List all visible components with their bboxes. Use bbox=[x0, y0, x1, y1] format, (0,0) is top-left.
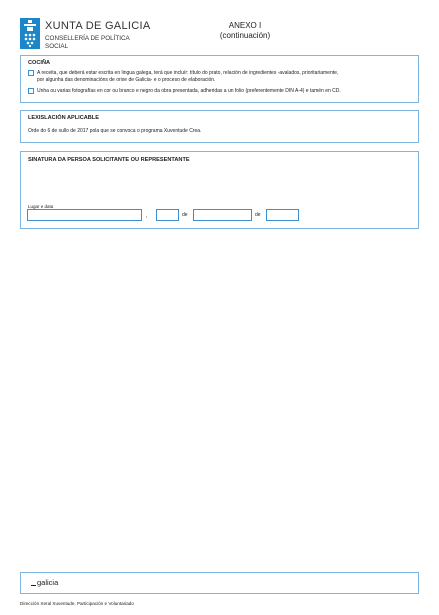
year-input[interactable] bbox=[266, 209, 299, 221]
place-input[interactable] bbox=[27, 209, 142, 221]
xunta-logo-emblem bbox=[20, 18, 40, 49]
lexislacion-title: LEXISLACIÓN APLICABLE bbox=[28, 115, 99, 121]
de-separator-2: de bbox=[255, 212, 261, 218]
org-name: XUNTA DE GALICIA bbox=[45, 20, 151, 32]
footer-direction: Dirección Xeral Xuventude, Participación e Voluntariado bbox=[20, 601, 134, 606]
sinatura-title: SINATURA DA PERSOA SOLICITANTE OU REPRESENTANTE bbox=[28, 157, 190, 163]
galicia-logo-text: galicia bbox=[37, 578, 59, 587]
cocina-title: COCIÑA bbox=[28, 60, 51, 66]
cocina-section bbox=[20, 55, 419, 103]
cocina-recipe-line-1: A receita, que deberá estar escrita en lingua galega, terá que incluír: título do prato, relación de ingredientes -avalados, prioritariamente, bbox=[37, 70, 339, 76]
cocina-photos-text: Unha ou varias fotografías en cor ou branco e negro da obra presentada, adheridas a un folio (preferentemente DIN A-4) e tamén en CD. bbox=[37, 88, 341, 94]
lexislacion-text: Orde do 6 de xullo de 2017 pola que se convoca o programa Xuventude Crea. bbox=[28, 128, 202, 134]
cocina-recipe-checkbox[interactable] bbox=[28, 70, 34, 76]
de-separator-1: de bbox=[182, 212, 188, 218]
sinatura-section bbox=[20, 151, 419, 229]
annex-title: ANEXO I bbox=[228, 21, 262, 30]
cocina-recipe-text bbox=[37, 70, 338, 84]
department-line-1: CONSELLERÍA DE POLÍTICA bbox=[45, 35, 130, 42]
day-input[interactable] bbox=[156, 209, 179, 221]
galicia-logo bbox=[31, 578, 58, 587]
place-date-label: Lugar e data bbox=[28, 204, 54, 209]
annex-heading bbox=[205, 21, 285, 41]
lexislacion-section bbox=[20, 110, 419, 143]
department-line-2: SOCIAL bbox=[45, 43, 69, 50]
month-input[interactable] bbox=[193, 209, 252, 221]
footer-box bbox=[20, 572, 419, 594]
annex-subtitle: (continuación) bbox=[219, 31, 271, 40]
xunta-emblem-icon bbox=[20, 18, 40, 49]
cocina-photos-checkbox[interactable] bbox=[28, 88, 34, 94]
galicia-logo-dash-icon bbox=[31, 585, 36, 586]
department-name bbox=[45, 35, 130, 51]
comma-separator: , bbox=[146, 213, 148, 219]
cocina-recipe-line-2: por algunha das denominacións de orixe de Galicia- e o proceso de elaboración. bbox=[37, 77, 216, 83]
